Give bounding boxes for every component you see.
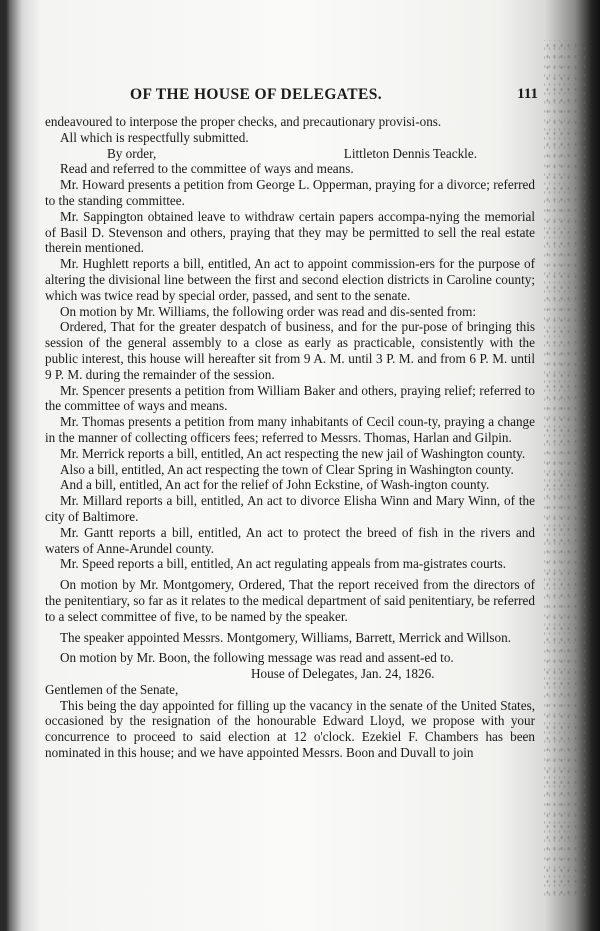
paragraph: Ordered, That for the greater despatch of business, and for the pur-pose of bringing this session of the general assembly to a close as early as practicable, consistently with the public interest, this house will hereafter sit from 9 A. M. until 3 P. M. and from 6 P. M. until 9 P. M. during the remainder of the session. — [45, 319, 535, 382]
paragraph: Mr. Merrick reports a bill, entitled, An act respecting the new jail of Washington county. — [60, 445, 526, 461]
paragraph: And a bill, entitled, An act for the relief of John Eckstine, of Wash-ington county. — [60, 477, 490, 493]
paragraph: On motion by Mr. Boon, the following message was read and assent-ed to. — [60, 650, 454, 666]
signatory-name: Littleton Dennis Teackle. — [343, 145, 477, 161]
by-order: By order, — [107, 145, 157, 161]
salutation: Gentlemen of the Senate, — [45, 681, 179, 697]
paragraph: Mr. Millard reports a bill, entitled, An act to divorce Elisha Winn and Mary Winn, of the city of Baltimore. — [45, 493, 535, 524]
paragraph: On motion by Mr. Williams, the following order was read and dis-sented from: — [60, 303, 477, 319]
paragraph: Read and referred to the committee of ways and means. — [60, 161, 354, 177]
paragraph: On motion by Mr. Montgomery, Ordered, That the report received from the directors of the penitentiary, so far as it relates to the medical department of said penitentiary, be referred to a select committee of five, to be named by the speaker. — [45, 577, 535, 624]
page-header — [40, 86, 540, 106]
paragraph: Mr. Gantt reports a bill, entitled, An act to protect the breed of fish in the rivers and waters of Anne-Arundel county. — [45, 524, 535, 556]
paragraph: Also a bill, entitled, An act respecting the town of Clear Spring in Washington county. — [60, 461, 514, 477]
running-head: OF THE HOUSE OF DELEGATES. — [130, 86, 382, 103]
page-body — [45, 114, 535, 761]
paragraph: Mr. Thomas presents a petition from many inhabitants of Cecil coun-ty, praying a change in the manner of collecting officers fees; referred to Messrs. Thomas, Harlan and Gilpin. — [45, 414, 535, 445]
paragraph: All which is respectfully submitted. — [60, 129, 249, 145]
paragraph: The speaker appointed Messrs. Montgomery, Williams, Barrett, Merrick and Willson. — [60, 629, 511, 645]
page-number: 111 — [517, 86, 538, 102]
paragraph: This being the day appointed for filling up the vacancy in the senate of the United States, occasioned by the resignation of the honourable Edward Lloyd, we propose with your concurrence to proceed to said election at 12 o'clock. Ezekiel F. Chambers has been nominated in this house; and we have appointed Messrs. Boon and Duvall to join — [45, 697, 535, 761]
margin-speckle — [544, 40, 588, 900]
message-dateline: House of Delegates, Jan. 24, 1826. — [251, 666, 435, 682]
paragraph: Mr. Speed reports a bill, entitled, An act regulating appeals from ma-gistrates courts. — [60, 556, 507, 572]
signature-line — [45, 146, 535, 162]
paragraph: endeavoured to interpose the proper checks, and precautionary provisi-ons. — [45, 114, 442, 129]
paragraph: Mr. Howard presents a petition from George L. Opperman, praying for a divorce; referred to the standing committee. — [45, 177, 535, 208]
paragraph: Mr. Sappington obtained leave to withdraw certain papers accompa-nying the memorial of Basil D. Stevenson and others, praying that they may be permitted to sell the real estate therein mentioned. — [45, 208, 535, 256]
paragraph: Mr. Spencer presents a petition from William Baker and others, praying relief; referred to the committee of ways and means. — [45, 382, 535, 414]
paragraph: Mr. Hughlett reports a bill, entitled, An act to appoint commission-ers for the purpose of altering the divisional line between the first and second election districts in Caroline county; which was twice read by special order, passed, and sent to the senate. — [45, 256, 535, 303]
